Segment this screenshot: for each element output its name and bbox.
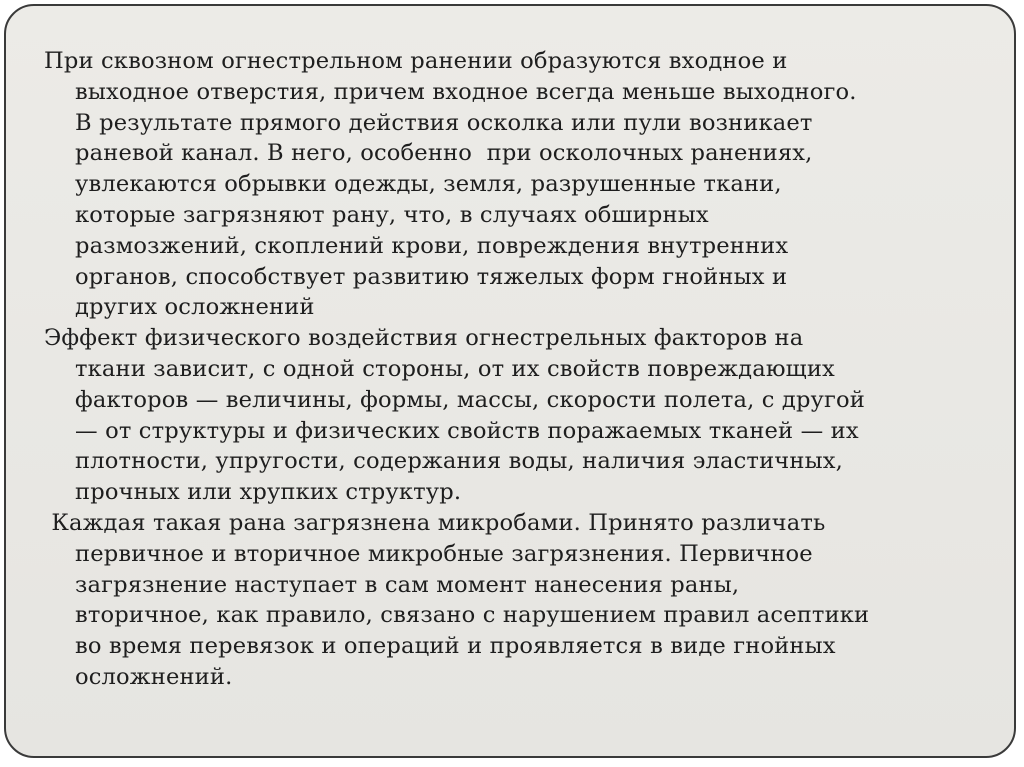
text-line: выходное отверстия, причем входное всегда меньше выходного. (75, 78, 857, 105)
text-line: увлекаются обрывки одежды, земля, разрушенные ткани, (75, 171, 782, 198)
text-line: первичное и вторичное микробные загрязнения. Первичное (75, 540, 813, 567)
text-line: загрязнение наступает в сам момент нанесения раны, (75, 571, 740, 598)
content-panel (4, 4, 1016, 758)
text-line: органов, способствует развитию тяжелых форм гнойных и (75, 263, 788, 290)
text-line: вторичное, как правило, связано с нарушением правил асептики (75, 602, 870, 629)
text-line: во время перевязок и операций и проявляется в виде гнойных (75, 633, 836, 660)
text-line: размозжений, скоплений крови, повреждения внутренних (75, 232, 789, 259)
slide-body-text (44, 46, 1004, 693)
paragraph-physical-effect (44, 323, 1004, 508)
text-line: факторов — величины, формы, массы, скорости полета, с другой (75, 386, 865, 413)
text-line: При сквозном огнестрельном ранении образуются входное и (44, 48, 788, 74)
paragraph-gunshot-wound-channel (44, 46, 1004, 323)
text-line: — от структуры и физических свойств поражаемых тканей — их (75, 417, 859, 444)
paragraph-microbial-contamination (44, 508, 1004, 693)
text-line: В результате прямого действия осколка или пули возникает (75, 109, 813, 136)
text-line: прочных или хрупких структур. (75, 479, 462, 506)
text-line: осложнений. (75, 663, 233, 690)
text-line: ткани зависит, с одной стороны, от их свойств повреждающих (75, 355, 835, 382)
text-line: которые загрязняют рану, что, в случаях обширных (75, 201, 709, 228)
text-line: Каждая такая рана загрязнена микробами. Принято различать (44, 509, 826, 536)
text-line: Эффект физического воздействия огнестрельных факторов на (44, 325, 804, 352)
text-line: раневой канал. В него, особенно при осколочных ранениях, (75, 140, 813, 167)
text-line: других осложнений (75, 294, 315, 321)
text-line: плотности, упругости, содержания воды, наличия эластичных, (75, 448, 843, 475)
